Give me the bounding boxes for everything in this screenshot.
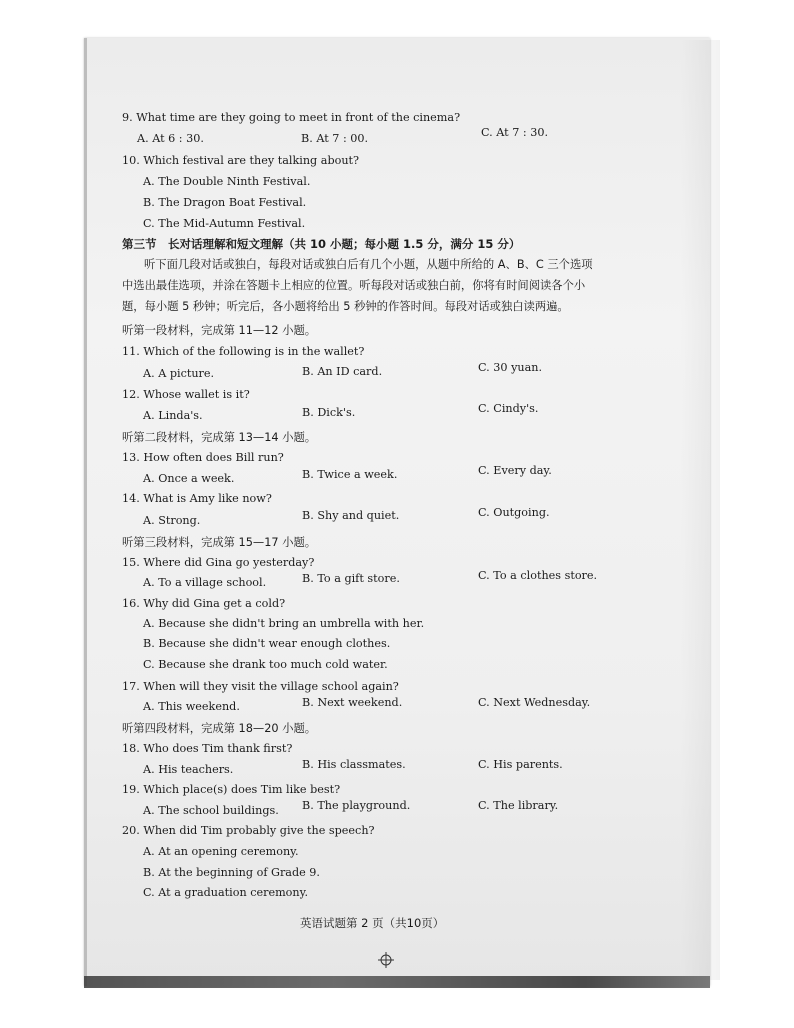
q20-option-a: A. At an opening ceremony. (143, 845, 299, 858)
q9-option-a: A. At 6 : 30. (137, 132, 204, 145)
q18-option-c: C. His parents. (478, 758, 563, 771)
registration-mark-icon (378, 952, 394, 968)
q12-option-c: C. Cindy's. (478, 402, 539, 415)
q12-option-a: A. Linda's. (143, 409, 203, 422)
q15-option-a: A. To a village school. (143, 576, 267, 589)
part-1-heading: 听第一段材料，完成第 11—12 小题。 (122, 324, 317, 337)
q18-option-b: B. His classmates. (302, 758, 406, 771)
part-3-heading: 听第三段材料，完成第 15—17 小题。 (122, 536, 317, 549)
q10-option-a: A. The Double Ninth Festival. (143, 175, 311, 188)
q10-option-c: C. The Mid-Autumn Festival. (143, 217, 306, 230)
q20-option-b: B. At the beginning of Grade 9. (143, 866, 320, 879)
question-11: 11. Which of the following is in the wallet? (122, 345, 365, 358)
q9-option-c: C. At 7 : 30. (481, 126, 548, 139)
section-3-instruction-1: 听下面几段对话或独白，每段对话或独白后有几个小题，从题中所给的 A、B、C 三个选项 (144, 258, 593, 271)
q20-option-c: C. At a graduation ceremony. (143, 886, 309, 899)
question-16: 16. Why did Gina get a cold? (122, 597, 286, 610)
question-12: 12. Whose wallet is it? (122, 388, 250, 401)
q19-option-b: B. The playground. (302, 799, 411, 812)
part-2-heading: 听第二段材料，完成第 13—14 小题。 (122, 431, 317, 444)
q14-option-c: C. Outgoing. (478, 506, 550, 519)
q11-option-a: A. A picture. (143, 367, 215, 380)
q11-option-c: C. 30 yuan. (478, 361, 543, 374)
q16-option-b: B. Because she didn't wear enough clothes. (143, 637, 391, 650)
question-19: 19. Which place(s) does Tim like best? (122, 783, 341, 796)
q11-option-b: B. An ID card. (302, 365, 383, 378)
q19-option-c: C. The library. (478, 799, 559, 812)
q19-option-a: A. The school buildings. (143, 804, 279, 817)
q15-option-c: C. To a clothes store. (478, 569, 598, 582)
question-10: 10. Which festival are they talking about? (122, 154, 360, 167)
scan-bottom-edge (84, 976, 710, 988)
question-13: 13. How often does Bill run? (122, 451, 284, 464)
q17-option-a: A. This weekend. (143, 700, 240, 713)
question-20: 20. When did Tim probably give the speech? (122, 824, 375, 837)
question-18: 18. Who does Tim thank first? (122, 742, 293, 755)
q14-option-b: B. Shy and quiet. (302, 509, 400, 522)
section-3-instruction-2: 中选出最佳选项，并涂在答题卡上相应的位置。听每段对话或独白前，你将有时间阅读各个小 (122, 279, 586, 292)
q14-option-a: A. Strong. (143, 514, 201, 527)
part-4-heading: 听第四段材料，完成第 18—20 小题。 (122, 722, 317, 735)
q9-option-b: B. At 7 : 00. (301, 132, 369, 145)
question-9: 9. What time are they going to meet in front of the cinema? (122, 111, 461, 124)
q12-option-b: B. Dick's. (302, 406, 356, 419)
section-3-instruction-3: 题，每小题 5 秒钟；听完后，各小题将给出 5 秒钟的作答时间。每段对话或独白读两遍。 (122, 300, 569, 313)
q10-option-b: B. The Dragon Boat Festival. (143, 196, 307, 209)
q13-option-c: C. Every day. (478, 464, 552, 477)
question-15: 15. Where did Gina go yesterday? (122, 556, 315, 569)
question-14: 14. What is Amy like now? (122, 492, 272, 505)
q17-option-b: B. Next weekend. (302, 696, 403, 709)
q13-option-b: B. Twice a week. (302, 468, 398, 481)
q17-option-c: C. Next Wednesday. (478, 696, 591, 709)
q16-option-c: C. Because she drank too much cold water. (143, 658, 388, 671)
q18-option-a: A. His teachers. (143, 763, 234, 776)
question-17: 17. When will they visit the village school again? (122, 680, 399, 693)
q15-option-b: B. To a gift store. (302, 572, 400, 585)
section-3-title: 第三节 长对话理解和短文理解（共 10 小题；每小题 1.5 分，满分 15 分） (122, 237, 521, 251)
page-footer: 英语试题第 2 页（共10页） (300, 916, 445, 930)
q13-option-a: A. Once a week. (143, 472, 235, 485)
q16-option-a: A. Because she didn't bring an umbrella with her. (143, 617, 425, 630)
